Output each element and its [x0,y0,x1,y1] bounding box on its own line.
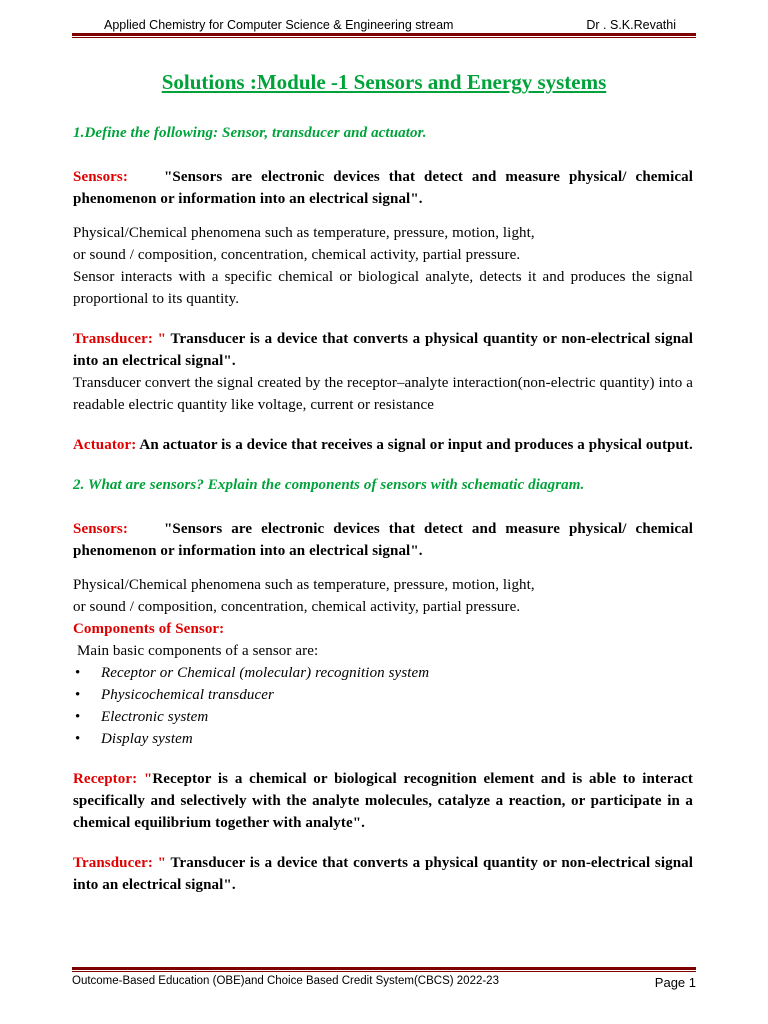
q2-transducer-definition [73,852,693,896]
footer-scheme: Outcome-Based Education (OBE)and Choice Based Credit System(CBCS) 2022-23 [72,975,499,987]
q2-receptor-def: Receptor is a chemical or biological recognition element and is able to interact specifically and selectively with the analyte molecules, catalyze a reaction, or participate in a chemical equilibrium together with analyte". [73,771,693,831]
q1-sensors-label: Sensors: [73,169,128,185]
q2-receptor-label: Receptor: [73,771,138,787]
q1-phenomena-line1: Physical/Chemical phenomena such as temperature, pressure, motion, light, [73,225,535,241]
q1-transducer-definition [73,328,693,372]
question-2: 2. What are sensors? Explain the components of sensors with schematic diagram. [73,477,585,493]
header-rule [72,33,696,36]
q2-transducer-label: Transducer: [73,855,153,871]
q2-transducer-def: Transducer is a device that converts a physical quantity or non-electrical signal into an electrical signal". [73,855,694,893]
q1-transducer-def: Transducer is a device that converts a physical quantity or non-electrical signal into an electrical signal". [73,331,694,369]
components-list [73,662,693,750]
q1-actuator-def: An actuator is a device that receives a signal or input and produces a physical output. [136,437,693,453]
q2-phenomena-line2: or sound / composition, concentration, chemical activity, partial pressure. [73,599,521,615]
list-item: • Receptor or Chemical (molecular) recognition system [73,662,693,684]
q2-receptor-definition [73,768,693,834]
page-number: Page 1 [654,975,696,990]
document-body [73,122,693,896]
list-item: • Display system [73,728,693,750]
q1-sensor-interacts: Sensor interacts with a specific chemical or biological analyte, detects it and produces the signal proportional to its quantity. [73,269,693,307]
page-header [72,10,696,32]
q2-components-heading: Components of Sensor: [73,621,225,637]
q2-components-intro: Main basic components of a sensor are: [77,643,319,659]
header-author: Dr . S.K.Revathi [586,18,676,32]
question-1: 1.Define the following: Sensor, transducer and actuator. [73,125,427,141]
footer-rule [72,967,696,970]
header-course-title: Applied Chemistry for Computer Science & Engineering stream [104,18,454,32]
q1-transducer-text: Transducer convert the signal created by the receptor–analyte interaction(non-electric quantity) into a readable electric quantity like voltage, current or resistance [73,375,693,413]
page-footer [72,975,696,990]
q1-transducer-label: Transducer: [73,331,153,347]
q2-sensors-def: "Sensors are electronic devices that detect and measure physical/ chemical phenomenon or information into an electrical signal". [73,521,694,559]
q1-actuator-definition [73,434,693,456]
footer-rule-thin [72,971,696,972]
page-title: Solutions :Module -1 Sensors and Energy systems [161,70,607,94]
list-item: • Physicochemical transducer [73,684,693,706]
list-item: • Electronic system [73,706,693,728]
q1-sensor-definition [73,166,693,210]
q1-actuator-label: Actuator: [73,437,137,453]
q1-phenomena-line2: or sound / composition, concentration, chemical activity, partial pressure. [73,247,521,263]
q2-transducer-quote: " [152,855,171,871]
q2-sensor-definition [73,518,693,562]
q1-transducer-quote: " [152,331,171,347]
q1-sensors-def: "Sensors are electronic devices that detect and measure physical/ chemical phenomenon or information into an electrical signal". [73,169,694,207]
header-rule-thin [72,37,696,38]
q2-phenomena-line1: Physical/Chemical phenomena such as temperature, pressure, motion, light, [73,577,535,593]
q2-receptor-quote: " [137,771,153,787]
q2-sensors-label: Sensors: [73,521,128,537]
